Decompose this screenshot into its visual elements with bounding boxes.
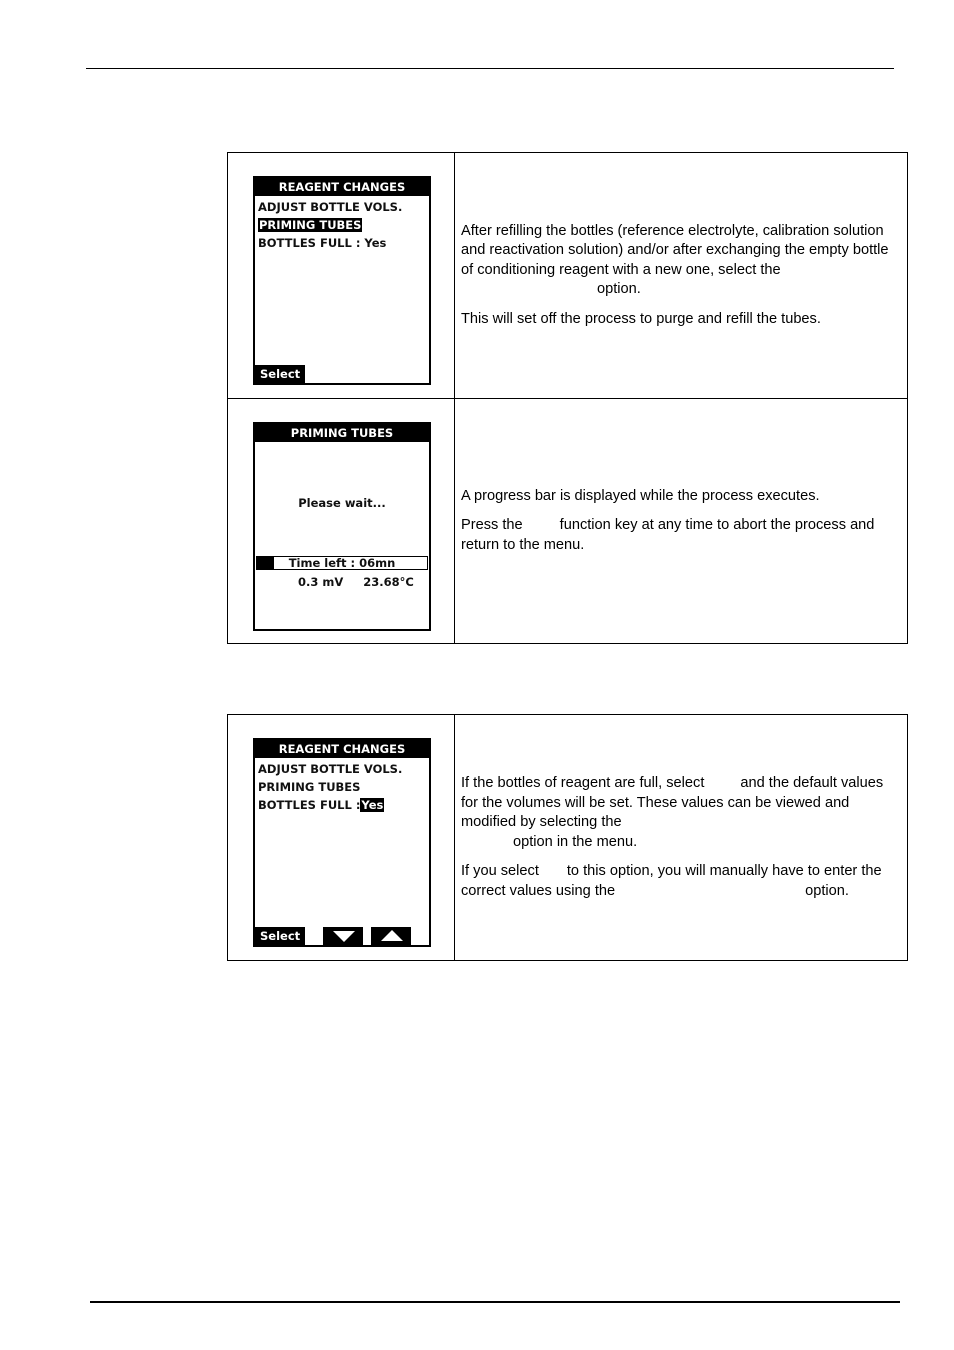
up-softkey — [371, 927, 411, 945]
reading-mv: 0.3 mV — [298, 575, 344, 589]
text-run: If the bottles of reagent are full, select — [461, 775, 705, 791]
paragraph: A progress bar is displayed while the process executes. — [461, 487, 820, 504]
paragraph — [461, 516, 899, 555]
down-softkey — [323, 927, 363, 945]
table-row — [228, 715, 907, 960]
text-run: option in the menu. — [513, 833, 638, 850]
text-run: Press the — [461, 517, 523, 534]
arrow-up-icon — [381, 930, 403, 941]
paragraph — [461, 222, 899, 300]
screen-cell — [228, 153, 455, 398]
footer-rule — [90, 1301, 900, 1303]
please-wait-message: Please wait... — [298, 496, 386, 510]
arrow-down-icon — [333, 931, 355, 942]
text-run: function key at any time to abort the process and return to the menu. — [461, 517, 875, 553]
description-cell — [455, 715, 907, 960]
screen-cell — [228, 715, 455, 960]
bottles-full-value-selected: Yes — [361, 798, 384, 812]
text-run: If you select — [461, 863, 539, 879]
paragraph — [461, 774, 899, 852]
screen-title: PRIMING TUBES — [255, 424, 429, 442]
screen-title: REAGENT CHANGES — [255, 740, 429, 758]
menu-item-label: BOTTLES FULL : — [258, 798, 361, 812]
select-softkey: Select — [255, 365, 305, 383]
progress-label: Time left : 06mn — [288, 556, 396, 570]
select-softkey: Select — [255, 927, 305, 945]
text-run: option. — [805, 882, 849, 899]
menu-item-priming-tubes — [258, 218, 362, 233]
lcd-screen-reagent-changes — [253, 738, 431, 947]
description-cell — [455, 153, 907, 398]
menu-item-adjust-bottle-vols: ADJUST BOTTLE VOLS. — [258, 200, 403, 214]
menu-item-label-highlighted: PRIMING TUBES — [259, 218, 362, 232]
menu-item-adjust-bottle-vols: ADJUST BOTTLE VOLS. — [258, 762, 403, 776]
table-row — [228, 398, 907, 643]
paragraph: This will set off the process to purge and refill the tubes. — [461, 310, 821, 327]
lcd-screen-priming-tubes — [253, 422, 431, 631]
text-run: option. — [597, 281, 641, 298]
text-run: After refilling the bottles (reference electrolyte, calibration solution and reactivation solution) and/or after exchanging the empty bottle of conditioning reagent with a new one, select the — [461, 222, 889, 278]
header-rule — [86, 68, 894, 69]
paragraph — [461, 862, 899, 901]
menu-item-bottles-full — [258, 798, 384, 813]
menu-item-priming-tubes: PRIMING TUBES — [258, 780, 361, 794]
menu-item-bottles-full: BOTTLES FULL : Yes — [258, 236, 387, 250]
screen-cell — [228, 399, 455, 643]
lcd-screen-reagent-changes — [253, 176, 431, 385]
reading-temperature: 23.68°C — [363, 575, 414, 589]
procedure-table-priming — [227, 152, 908, 644]
text-run: to this option, you will manually have to enter the correct values using the — [461, 863, 882, 899]
procedure-table-bottles-full — [227, 714, 908, 961]
table-row — [228, 153, 907, 398]
sensor-readings — [298, 575, 414, 589]
progress-bar — [256, 556, 428, 570]
description-cell — [455, 399, 907, 643]
screen-title: REAGENT CHANGES — [255, 178, 429, 196]
text-run: and the default values for the volumes will be set. These values can be viewed and modified by selecting the — [461, 775, 884, 830]
